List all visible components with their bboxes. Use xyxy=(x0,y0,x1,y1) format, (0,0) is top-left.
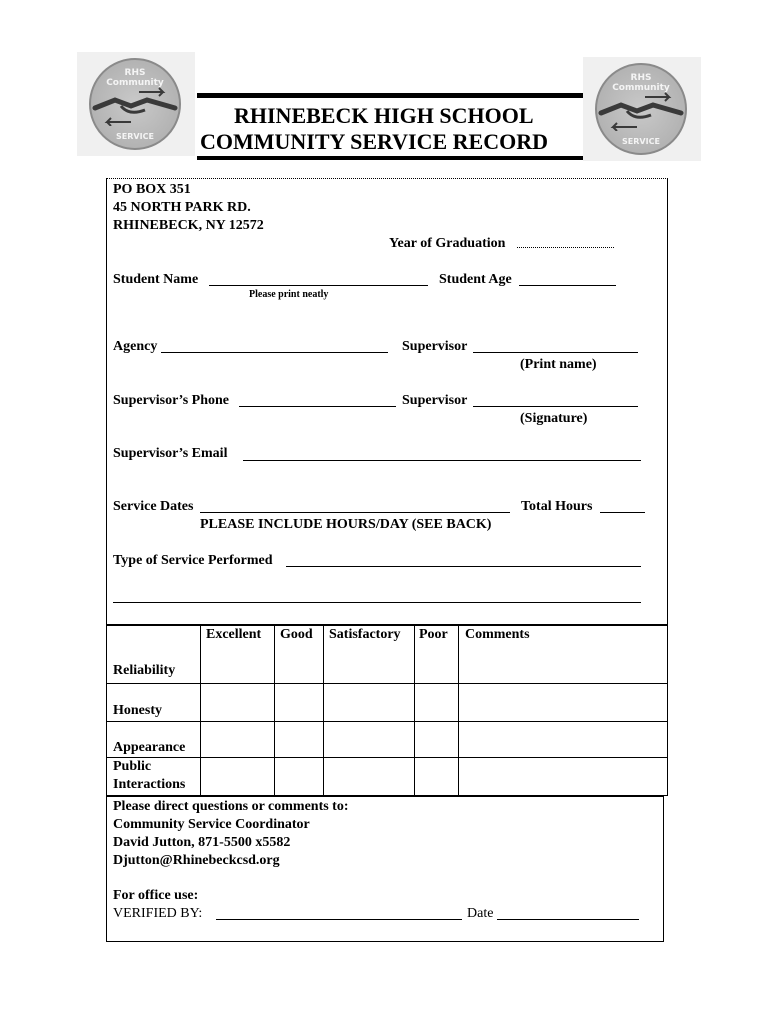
agency-label: Agency xyxy=(113,339,158,354)
student-name-label: Student Name xyxy=(113,272,199,287)
comments-cell[interactable] xyxy=(458,683,667,720)
supervisor-phone-field[interactable] xyxy=(239,406,396,407)
address-line-3: RHINEBECK, NY 12572 xyxy=(113,218,264,233)
office-use-heading: For office use: xyxy=(113,888,199,903)
column-header-good: Good xyxy=(280,627,313,642)
page-title xyxy=(200,103,572,155)
year-of-graduation-label: Year of Graduation xyxy=(389,236,506,251)
rhs-community-service-logo xyxy=(89,58,181,150)
signature-hint: (Signature) xyxy=(520,411,588,426)
logo-bottom-text: SERVICE xyxy=(116,132,154,141)
date-field[interactable] xyxy=(497,919,639,920)
rating-cell[interactable] xyxy=(274,683,322,720)
contact-line-3: David Jutton, 871-5500 x5582 xyxy=(113,835,291,850)
supervisor-email-label: Supervisor’s Email xyxy=(113,446,228,461)
handshake-icon xyxy=(597,91,685,131)
supervisor-print-field[interactable] xyxy=(473,352,638,353)
column-header-satisfactory: Satisfactory xyxy=(329,627,401,642)
contact-email: Djutton@Rhinebeckcsd.org xyxy=(113,853,280,868)
column-header-poor: Poor xyxy=(419,627,448,642)
column-header-comments: Comments xyxy=(465,627,530,642)
total-hours-label: Total Hours xyxy=(521,499,593,514)
year-of-graduation-field[interactable] xyxy=(517,247,614,248)
verified-by-field[interactable] xyxy=(216,919,462,920)
logo-right xyxy=(583,57,701,161)
total-hours-field[interactable] xyxy=(600,512,645,513)
logo-bottom-text: SERVICE xyxy=(622,137,660,146)
row-label-reliability: Reliability xyxy=(113,663,176,678)
service-dates-field[interactable] xyxy=(200,512,510,513)
verified-by-label: VERIFIED BY: xyxy=(113,906,203,921)
print-name-hint: (Print name) xyxy=(520,357,597,372)
supervisor-print-label: Supervisor xyxy=(402,339,468,354)
title-line-1: RHINEBECK HIGH SCHOOL xyxy=(234,103,534,128)
logo-top-text: RHS Community xyxy=(106,68,164,88)
include-hours-note: PLEASE INCLUDE HOURS/DAY (SEE BACK) xyxy=(200,517,492,532)
service-dates-label: Service Dates xyxy=(113,499,194,514)
supervisor-signature-field[interactable] xyxy=(473,406,638,407)
title-bottom-rule xyxy=(197,156,583,160)
student-name-field[interactable] xyxy=(209,285,428,286)
print-neatly-hint: Please print neatly xyxy=(249,289,329,300)
rating-cell[interactable] xyxy=(323,683,413,720)
rating-table-divider xyxy=(107,757,667,758)
supervisor-phone-label: Supervisor’s Phone xyxy=(113,393,230,408)
type-of-service-field[interactable] xyxy=(286,566,641,567)
type-of-service-field-line-2[interactable] xyxy=(113,602,641,603)
title-top-rule xyxy=(197,93,583,98)
logo-top-text: RHS Community xyxy=(612,73,670,93)
student-age-label: Student Age xyxy=(439,272,512,287)
row-label-appearance: Appearance xyxy=(113,740,186,755)
column-header-excellent: Excellent xyxy=(206,627,262,642)
type-of-service-label: Type of Service Performed xyxy=(113,553,273,568)
supervisor-email-field[interactable] xyxy=(243,460,641,461)
rating-table-divider xyxy=(107,721,667,722)
agency-field[interactable] xyxy=(161,352,388,353)
title-line-2: COMMUNITY SERVICE RECORD xyxy=(200,129,548,154)
contact-line-2: Community Service Coordinator xyxy=(113,817,310,832)
rhs-community-service-logo xyxy=(595,63,687,155)
address-line-2: 45 NORTH PARK RD. xyxy=(113,200,251,215)
rating-cell[interactable] xyxy=(200,683,273,720)
address-line-1: PO BOX 351 xyxy=(113,182,191,197)
student-age-field[interactable] xyxy=(519,285,616,286)
contact-line-1: Please direct questions or comments to: xyxy=(113,799,349,814)
row-label-public-interactions: Public Interactions xyxy=(113,759,186,792)
handshake-icon xyxy=(91,86,179,126)
rating-cell[interactable] xyxy=(414,683,457,720)
supervisor-sign-label: Supervisor xyxy=(402,393,468,408)
logo-left xyxy=(77,52,195,156)
date-label: Date xyxy=(467,906,494,921)
row-label-honesty: Honesty xyxy=(113,703,162,718)
